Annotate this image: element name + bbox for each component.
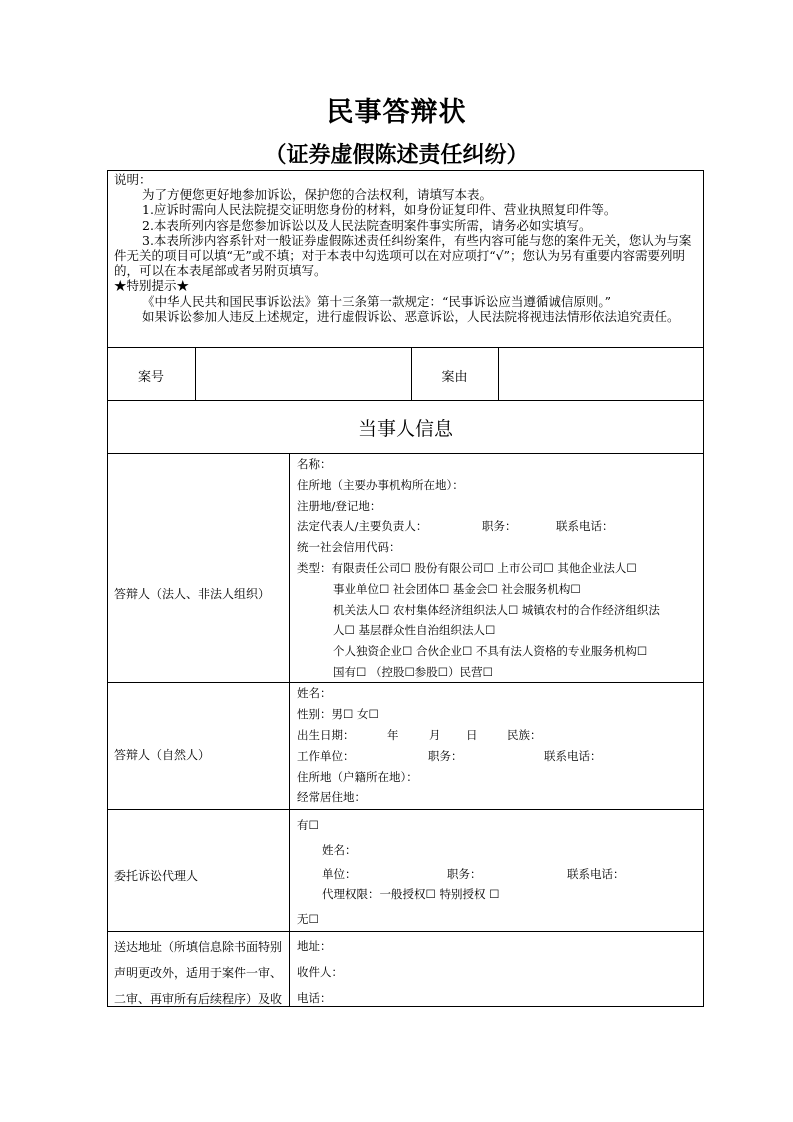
instructions-item-2: 2.本表所列内容是您参加诉讼以及人民法院查明案件事实所需，请务必如实填写。	[142, 217, 592, 233]
agent-unit-field[interactable]: 单位：	[322, 867, 357, 881]
person-name-field[interactable]: 姓名：	[297, 686, 332, 700]
org-type-options[interactable]: 人☐ 基层群众性自治组织法人☐	[333, 623, 496, 637]
instructions-block	[114, 172, 698, 324]
person-position-field[interactable]: 职务：	[428, 749, 463, 763]
org-type-options[interactable]: 个人独资企业☐ 合伙企业☐ 不具有法人资格的专业服务机构☐	[333, 644, 648, 658]
instructions-item-1: 1.应诉时需向人民法院提交证明您身份的材料，如身份证复印件、营业执照复印件等。	[142, 202, 617, 218]
person-habitual-field[interactable]: 经常居住地：	[297, 790, 366, 804]
respondent-org-label: 答辩人（法人、非法人组织）	[114, 587, 271, 601]
form-subtitle: （证券虚假陈述责任纠纷）	[264, 142, 529, 168]
agent-position-field[interactable]: 职务：	[447, 867, 482, 881]
agent-phone-field[interactable]: 联系电话：	[567, 867, 625, 881]
instructions-intro: 为了方便您更好地参加诉讼，保护您的合法权利，请填写本表。	[142, 187, 493, 203]
row-divider	[107, 400, 704, 401]
row-divider	[107, 809, 704, 810]
person-gender-options[interactable]: 性别：男☐ 女☐	[297, 707, 379, 721]
row-divider	[107, 682, 704, 683]
agent-yes-checkbox[interactable]: 有☐	[297, 818, 319, 832]
special-notice-heading: ★特别提示★	[114, 278, 190, 294]
row-divider	[107, 453, 704, 454]
agent-authority-options[interactable]: 代理权限：一般授权☐ 特别授权 ☐	[322, 887, 500, 901]
org-phone-field[interactable]: 联系电话：	[556, 519, 614, 533]
agent-label: 委托诉讼代理人	[114, 869, 199, 883]
agent-no-checkbox[interactable]: 无☐	[297, 912, 319, 926]
case-cause-label: 案由	[441, 370, 468, 385]
org-position-field[interactable]: 职务：	[482, 519, 517, 533]
service-address-label: 送达地址（所填信息除书面特别声明更改外，适用于案件一审、二审、再审所有后续程序）及收	[114, 940, 283, 1006]
org-name-field[interactable]: 名称：	[297, 457, 332, 471]
col-divider	[195, 347, 196, 400]
org-type-options[interactable]: 机关法人☐ 农村集体经济组织法人☐ 城镇农村的合作经济组织法	[333, 603, 660, 617]
address-field[interactable]: 地址：	[297, 939, 332, 953]
birth-year-label: 年	[387, 728, 399, 742]
recipient-field[interactable]: 收件人：	[297, 965, 343, 979]
person-residence-field[interactable]: 住所地（户籍所在地）：	[297, 770, 418, 784]
person-phone-field[interactable]: 联系电话：	[544, 749, 602, 763]
section-heading-parties: 当事人信息	[357, 418, 453, 440]
special-notice-law: 《中华人民共和国民事诉讼法》第十三条第一款规定：“民事诉讼应当遵循诚信原则。”	[142, 293, 612, 309]
col-divider	[498, 347, 499, 400]
person-ethnicity-field[interactable]: 民族：	[507, 728, 542, 742]
org-registered-field[interactable]: 注册地/登记地：	[297, 499, 382, 513]
row-divider	[107, 347, 704, 348]
instructions-heading: 说明：	[114, 172, 152, 187]
address-phone-field[interactable]: 电话：	[297, 991, 332, 1005]
org-ownership-options[interactable]: 国有☐ （控股☐参股☐）民营☐	[333, 665, 493, 679]
person-employer-field[interactable]: 工作单位：	[297, 749, 355, 763]
birth-day-label: 日	[466, 728, 478, 742]
case-number-label: 案号	[137, 370, 164, 385]
org-rep-field[interactable]: 法定代表人/主要负责人：	[297, 519, 428, 533]
org-type-options[interactable]: 类型：有限责任公司☐ 股份有限公司☐ 上市公司☐ 其他企业法人☐	[297, 561, 637, 575]
special-notice-warning: 如果诉讼参加人违反上述规定，进行虚假诉讼、恶意诉讼，人民法院将视违法情形依法追究责任。	[142, 308, 680, 324]
org-credit-code-field[interactable]: 统一社会信用代码：	[297, 540, 401, 554]
respondent-person-label: 答辩人（自然人）	[114, 748, 211, 762]
form-title: 民事答辩状	[326, 97, 467, 128]
org-type-options[interactable]: 事业单位☐ 社会团体☐ 基金会☐ 社会服务机构☐	[333, 582, 581, 596]
instructions-item-3: 3.本表所涉内容系针对一般证券虚假陈述责任纠纷案件，有些内容可能与您的案件无关，您认为与案件无关的项目可以填“无”或不填；对于本表中勾选项可以在对应项打“√”；您认为另有重要内容需要列明的，可以在本表尾部或者另附页填写。	[114, 232, 692, 279]
org-residence-field[interactable]: 住所地（主要办事机构所在地）：	[297, 478, 464, 492]
birth-month-label: 月	[429, 728, 441, 742]
col-divider	[289, 453, 290, 1007]
person-birth-field[interactable]: 出生日期：	[297, 728, 355, 742]
agent-name-field[interactable]: 姓名：	[322, 843, 357, 857]
row-divider	[107, 931, 704, 932]
